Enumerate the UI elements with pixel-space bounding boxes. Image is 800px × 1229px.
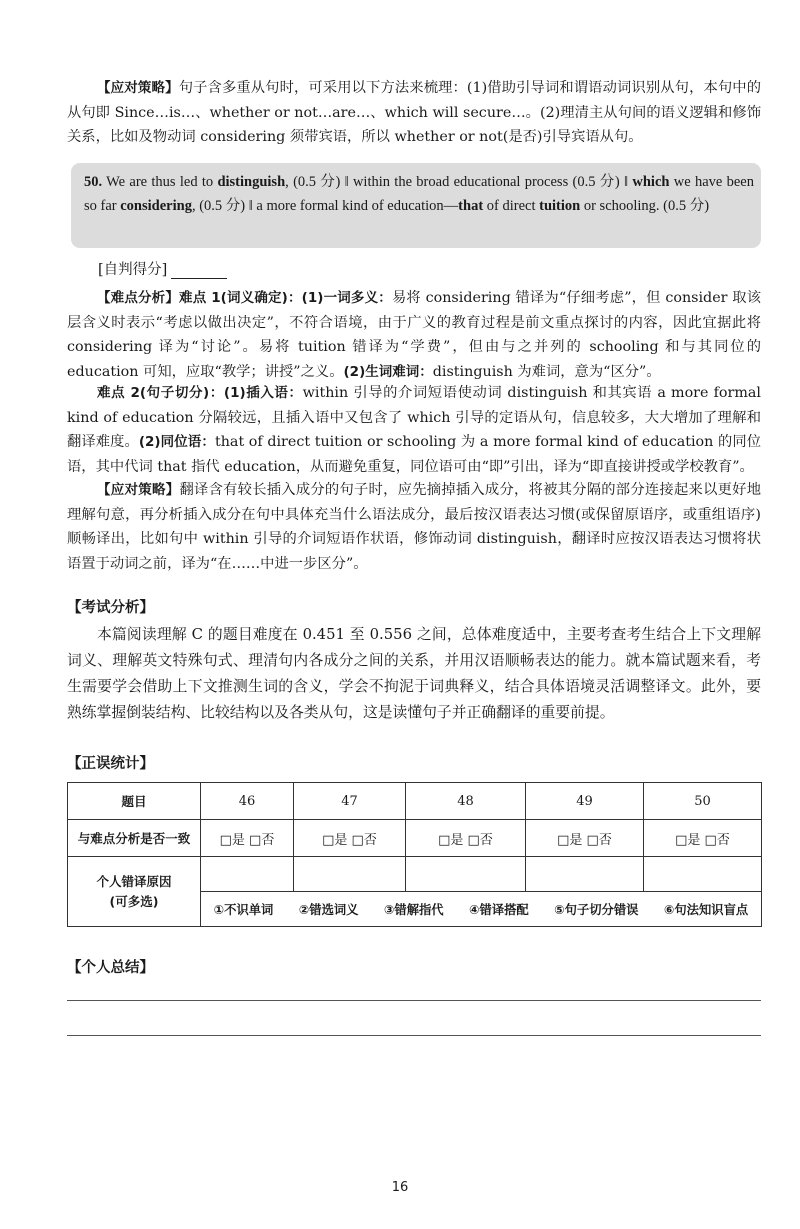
check-46[interactable]: □是 □否 — [201, 820, 294, 857]
question-keyword: distinguish — [217, 174, 286, 190]
difficulty-2-subtext: that of direct tuition or schooling 为 a more formal kind of education 的同位语，其中代词 that 指代 education，从而避免重复，同位语可由“即”引出，译为“即直接讲授或学校教育”。 — [67, 434, 762, 475]
question-seg: , (0.5 分) ‖ a more formal kind of education— — [191, 198, 459, 214]
reason-option: ④错译搭配 — [469, 903, 529, 917]
exam-analysis-text: 本篇阅读理解 C 的题目难度在 0.451 至 0.556 之间，总体难度适中，主要考查考生结合上下文理解词义、理解英文特殊句式、理清句内各成分之间的关系，并用汉语顺畅表达的能力。就本篇试题来看，考生需要学会借助上下文推测生词的含义，学会不拘泥于词典释义，结合具体语境灵活调整译文。此外，要熟练掌握倒装结构、比较结构以及各类从句，这是读懂句子并正确翻译的重要前提。 — [67, 626, 761, 721]
difficulty-analysis-1 — [67, 286, 761, 384]
stats-table — [67, 782, 762, 927]
difficulty-1-sublabel: (2)生词难词： — [343, 363, 433, 380]
question-keyword: that — [458, 198, 484, 214]
question-number: 50. — [84, 174, 103, 190]
question-seg: of direct — [483, 198, 540, 214]
difficulty-1-text: 易将 considering 错译为“仔细考虑”，但 consider 取该层含义时表示“考虑以做出决定”，不符合语境，由于广义的教育过程是前文重点探讨的内容，因此宜据此将 considering 译为“讨论”。易将 tuition 错译为“学费”，但由与之并列的 schooling 和与其同位的 education 可知，应取“教学；讲授”之义。 — [67, 290, 761, 380]
reason-option: ②错选词义 — [298, 903, 359, 917]
table-item-46: 46 — [201, 783, 294, 820]
strategy-2-text: 翻译含有较长插入成分的句子时，应先摘掉插入成分，将被其分隔的部分连接起来以更好地理解句意，再分析插入成分在句中具体充当什么语法成分，最后按汉语表达习惯(或保留原语序，或重组语序)顺畅译出，比如句中 within 引导的介词短语作状语，修饰动词 distinguish，翻译时应按汉语表达习惯将状语置于动词之前，译为“在……中进一步区分”。 — [67, 482, 761, 572]
question-keyword: tuition — [539, 198, 581, 214]
summary-line-1[interactable] — [67, 1000, 761, 1001]
page-number: 16 — [391, 1180, 409, 1195]
table-row — [68, 783, 762, 820]
table-header-item: 题目 — [68, 783, 201, 820]
self-score-label: [自判得分] — [98, 262, 168, 278]
question-seg: we have been so far — [84, 174, 754, 214]
table-item-47: 47 — [294, 783, 406, 820]
table-header-reason — [68, 857, 201, 927]
strategy-2-label: 【应对策略】 — [97, 482, 180, 498]
check-50[interactable]: □是 □否 — [644, 820, 762, 857]
reason-blank-50[interactable] — [644, 857, 762, 892]
question-50-text — [84, 170, 754, 218]
difficulty-2-label: 难点 2(句子切分)：(1)插入语： — [97, 385, 303, 401]
stats-heading: 【正误统计】 — [67, 756, 154, 772]
question-seg: , (0.5 分) ‖ within the broad educational process (0.5 分) ‖ — [285, 174, 633, 190]
reason-blank-49[interactable] — [526, 857, 644, 892]
difficulty-2-sublabel: (2)同位语： — [138, 434, 215, 450]
reason-option: ⑥句法知识盲点 — [663, 903, 749, 917]
difficulty-2-text: within 引导的介词短语使动词 distinguish 和其宾语 a more formal kind of education 分隔较远，且插入语中又包含了 which 引导的定语从句，信息较多，大大增加了理解和翻译难度。 — [67, 385, 761, 450]
table-row — [68, 857, 762, 892]
question-keyword: which — [632, 174, 670, 190]
question-seg: We are thus led to — [102, 174, 218, 190]
exam-analysis-heading: 【考试分析】 — [67, 600, 154, 616]
table-item-48: 48 — [406, 783, 526, 820]
strategy-paragraph-1 — [67, 76, 761, 150]
reason-options — [201, 892, 762, 927]
check-47[interactable]: □是 □否 — [294, 820, 406, 857]
reason-option: ③错解指代 — [384, 903, 444, 917]
strategy-text: 句子含多重从句时，可采用以下方法来梳理：(1)借助引导词和谓语动词识别从句，本句中的从句即 Since…is…、whether or not…are…、which will secure…。(2)理清主从句间的语义逻辑和修饰关系，比如及物动词 considering 须带宾语，所以 whether or not(是否)引导宾语从句。 — [67, 80, 762, 145]
self-score — [98, 258, 227, 279]
difficulty-1-label: 【难点分析】难点 1(词义确定)：(1)一词多义： — [97, 290, 392, 306]
self-score-blank[interactable] — [171, 263, 227, 279]
table-item-49: 49 — [526, 783, 644, 820]
strategy-paragraph-2 — [67, 478, 761, 576]
difficulty-1-subtext: distinguish 为难词，意为“区分”。 — [432, 363, 661, 380]
question-keyword: considering — [120, 198, 192, 214]
summary-heading: 【个人总结】 — [67, 960, 154, 976]
strategy-label: 【应对策略】 — [97, 80, 179, 96]
reason-option: ①不识单词 — [213, 903, 274, 917]
reason-header-line2: (可多选) — [109, 893, 159, 909]
check-49[interactable]: □是 □否 — [526, 820, 644, 857]
reason-header-line1: 个人错译原因 — [96, 873, 172, 889]
difficulty-analysis-2 — [67, 381, 761, 479]
table-row — [68, 820, 762, 857]
reason-blank-48[interactable] — [406, 857, 526, 892]
table-header-match: 与难点分析是否一致 — [68, 820, 201, 857]
reason-blank-47[interactable] — [294, 857, 406, 892]
reason-option: ⑤句子切分错误 — [554, 903, 639, 917]
check-48[interactable]: □是 □否 — [406, 820, 526, 857]
question-seg: or schooling. (0.5 分) — [580, 198, 710, 214]
table-item-50: 50 — [644, 783, 762, 820]
reason-blank-46[interactable] — [201, 857, 294, 892]
summary-line-2[interactable] — [67, 1035, 761, 1036]
